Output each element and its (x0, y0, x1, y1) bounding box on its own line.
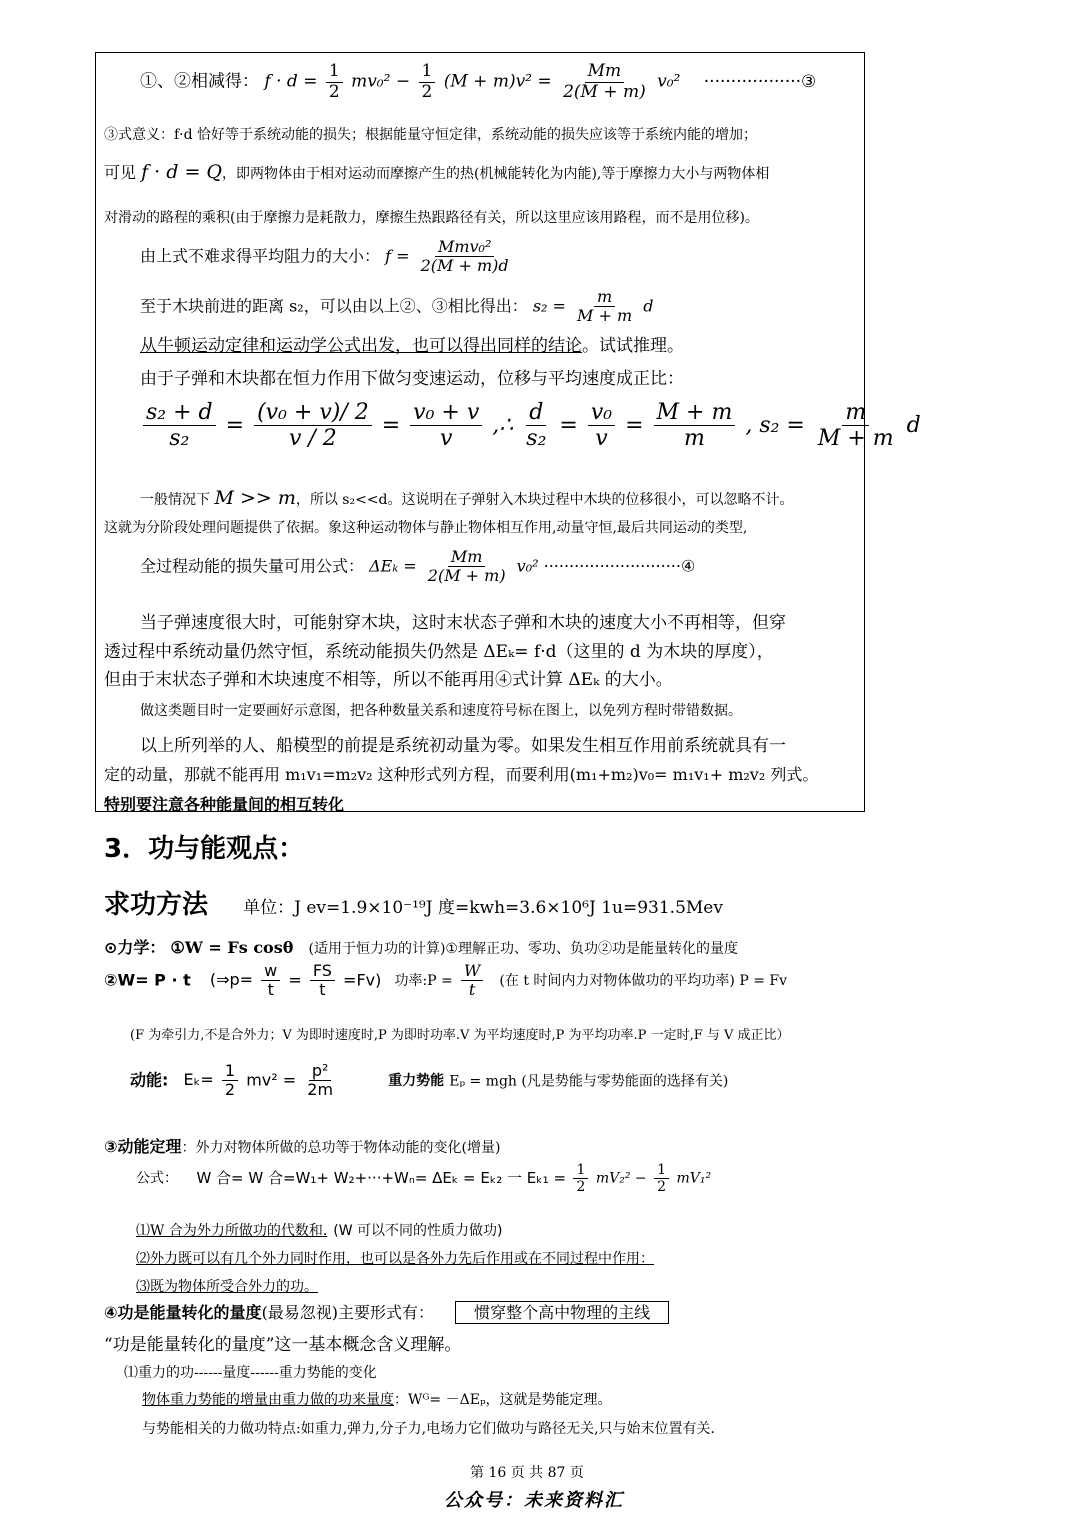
box-line-3: 可见 f · d = Q，即两物体由于相对运动而摩擦产生的热(机械能转化为内能),等于摩擦力大小与两物体相 (104, 161, 770, 183)
power-note: (F 为牵引力,不是合外力；V 为即时速度时,P 为即时功率.V 为平均速度时,P 为平均功率.P 一定时,F 与 V 成正比） (130, 1028, 790, 1043)
formula: ②W= P · t (104, 970, 191, 990)
potential-theorem-line: 物体重力势能的增量由重力做的功来量度：Wᴳ= －ΔEₚ，这就是势能定理。 (142, 1392, 612, 1408)
equation-number: ··················③ (703, 71, 817, 92)
fraction: $\frac{d}{\text{s₂}}$ (526, 400, 547, 452)
fraction: $\frac{m}{M + m}$ (577, 287, 633, 326)
box-line-8: 由于子弹和木块都在恒力作用下做匀变速运动，位移与平均速度成正比： (140, 369, 684, 389)
gravity-work-heading: ⑴重力的功------量度------重力势能的变化 (124, 1365, 377, 1381)
fraction: $\frac{M + m}{m}$ (654, 400, 736, 452)
box-line-4: 对滑动的路程的乘积(由于摩擦力是耗散力，摩擦生热跟路径有关，所以这里应该用路程，而不是用位移)。 (104, 210, 759, 226)
theorem-line: ③动能定理：外力对物体所做的总功等于物体动能的变化(增量) (104, 1137, 501, 1156)
mechanics-line: ⊙力学： ①W = Fs cosθ (适用于恒力功的计算)①理解正功、零功、负功②功是能量转化的量度 (104, 938, 738, 957)
subsection-title: 求功方法 (104, 890, 209, 920)
formula: s₂ = (532, 296, 566, 316)
box-line-13: 透过程中系统动量仍然守恒，系统动能损失仍然是 ΔEₖ= f·d（这里的 d 为木块的厚度）， (104, 642, 774, 662)
fraction: $\frac{w}{t}$ (261, 962, 280, 1000)
theorem-item-3: ⑶既为物体所受合外力的功。 (136, 1279, 318, 1295)
fraction: $\frac{m}{M + m}$ (817, 400, 894, 452)
account-watermark: 公众号：未来资料汇 (444, 1490, 624, 1511)
box-line-1 (140, 62, 816, 102)
work-measure-line: ④功是能量转化的量度(最易忽视)主要形式有： 惯穿整个高中物理的主线 (104, 1300, 669, 1323)
fraction: $\frac{Mm}{2(M + m)}$ (563, 61, 646, 102)
formula: ①W = Fs cosθ (170, 938, 294, 957)
box-line-18: 特别要注意各种能量间的相互转化 (104, 795, 345, 814)
formula: mv₀² − (351, 71, 411, 92)
fraction: $\frac{\text{p²}}{2m}$ (307, 1061, 334, 1100)
box-line-9: 一般情况下 M >> m，所以 s₂<<d。这说明在子弹射入木块过程中木块的位移很小，可以忽略不计。 (140, 487, 794, 509)
kinetic-energy-line: 动能: Eₖ= $\frac{1}{2}$ mv² = $\frac{\text{p²}}{2m}$ 重力势能 Eₚ = mgh (凡是势能与零势能面的选择有关) (130, 1061, 729, 1100)
conservative-force-line: 与势能相关的力做功特点:如重力,弹力,分子力,电场力它们做功与路径无关,只与始末位置有关. (142, 1421, 715, 1437)
box-line-16: 以上所列举的人、船模型的前提是系统初动量为零。如果发生相互作用前系统就具有一 (140, 736, 786, 756)
formula: ΔEₖ = (369, 556, 417, 576)
theorem-item-1: ⑴W 合为外力所做功的代数和. (W 可以不同的性质力做功) (136, 1223, 503, 1239)
box-line-11: 全过程动能的损失量可用公式： ΔEₖ = $\frac{Mm}{2(M + m)}$ v₀² ···························④ (140, 547, 696, 586)
fraction: $\frac{\text{v₀ + v}}{v}$ (410, 400, 482, 452)
work-methods-row (104, 884, 723, 921)
box-line-5: 由上式不难求得平均阻力的大小： f = $\frac{\text{Mmv₀²}}{2(M + m)d}$ (140, 238, 515, 276)
ratio-equation: $\frac{\text{s₂ + d}}{\text{s₂}}$ = $\frac{\text{(v₀ + v)/ 2}}{v / 2}$ = $\frac{\text{v₀ + v}}{v}$ ,∴ $\frac{d}{\text{s₂}}$ = $\frac{\text{v₀}}{v}$ = $\frac{M + m}{m}$ , s₂ = $\frac{m}{M + m}$ d (140, 400, 921, 452)
concept-quote: “功是能量转化的量度”这一基本概念含义理解。 (104, 1335, 462, 1355)
fraction: $\frac{Mm}{2(M + m)}$ (427, 547, 506, 586)
theorem-item-2: ⑵外力既可以有几个外力同时作用，也可以是各外力先后作用或在不同过程中作用： (136, 1251, 654, 1267)
box-line-12: 当子弹速度很大时，可能射穿木块，这时末状态子弹和木块的速度大小不再相等，但穿 (140, 613, 786, 633)
text: ①、②相减得： (140, 71, 259, 92)
box-line-6: 至于木块前进的距离 s₂，可以由以上②、③相比得出： s₂ = $\frac{m}{M + m}$ d (140, 287, 654, 326)
fraction: $\frac{1}{2}$ (573, 1162, 588, 1195)
highlight-box: 惯穿整个高中物理的主线 (455, 1301, 669, 1324)
power-line: ②W= P · t (⇒p= $\frac{w}{t}$ = $\frac{FS}{t}$ =Fv) 功率:P = $\frac{W}{t}$ (在 t 时间内力对物体做功的平均功率) P = Fv (104, 961, 787, 1000)
fraction: $\frac{\text{s₂ + d}}{\text{s₂}}$ (143, 400, 216, 452)
units-line: 单位：J ev=1.9×10⁻¹⁹J 度=kwh=3.6×10⁶J 1u=931.5Mev (243, 898, 723, 918)
fraction: $\frac{\text{(v₀ + v)/ 2}}{v / 2}$ (254, 400, 372, 452)
box-line-2: ③式意义：f·d 恰好等于系统动能的损失；根据能量守恒定律，系统动能的损失应该等于系统内能的增加； (104, 127, 758, 143)
fraction: $\frac{\text{v₀}}{v}$ (588, 400, 615, 452)
equation-number: ···························④ (543, 556, 696, 576)
fraction: $\frac{FS}{t}$ (310, 962, 335, 1000)
formula: v₀² (657, 71, 681, 92)
formula: f = (385, 246, 410, 266)
fraction: $\frac{1}{2}$ (654, 1162, 669, 1195)
fraction: $\frac{1}{2}$ (326, 62, 343, 102)
fraction: $\frac{1}{2}$ (222, 1062, 238, 1100)
box-line-14: 但由于末状态子弹和木块速度不相等，所以不能再用④式计算 ΔEₖ 的大小。 (104, 670, 673, 690)
fraction: $\frac{W}{t}$ (461, 962, 483, 1000)
box-line-7: 从牛顿运动定律和运动学公式出发，也可以得出同样的结论。试试推理。 (140, 336, 684, 356)
box-line-10: 这就为分阶段处理问题提供了依据。象这种运动物体与静止物体相互作用,动量守恒,最后共同运动的类型, (104, 520, 748, 536)
fraction: $\frac{1}{2}$ (419, 62, 436, 102)
formula: Eₖ= (183, 1070, 214, 1090)
box-line-15: 做这类题目时一定要画好示意图，把各种数量关系和速度符号标在图上，以免列方程时带错数据。 (140, 703, 742, 719)
theorem-formula: 公式： W 合= W 合=W₁+ W₂+···+Wₙ= ΔEₖ = Eₖ₂ 一 Eₖ₁ = $\frac{1}{2}$ mV₂² − $\frac{1}{2}$ mV₁² (136, 1162, 712, 1196)
formula: f · d = Q (141, 161, 222, 183)
fraction: $\frac{\text{Mmv₀²}}{2(M + m)d}$ (420, 237, 509, 276)
page-number: 第 16 页 共 87 页 (470, 1465, 584, 1481)
section-heading: 3．功与能观点： (104, 834, 305, 864)
formula: M >> m (214, 487, 296, 509)
formula: f · d = (264, 71, 323, 92)
box-line-17: 定的动量，那就不能再用 m₁v₁=m₂v₂ 这种形式列方程，而要利用(m₁+m₂)v₀= m₁v₁+ m₂v₂ 列式。 (104, 765, 819, 784)
formula: (M + m)v² = (443, 71, 552, 92)
